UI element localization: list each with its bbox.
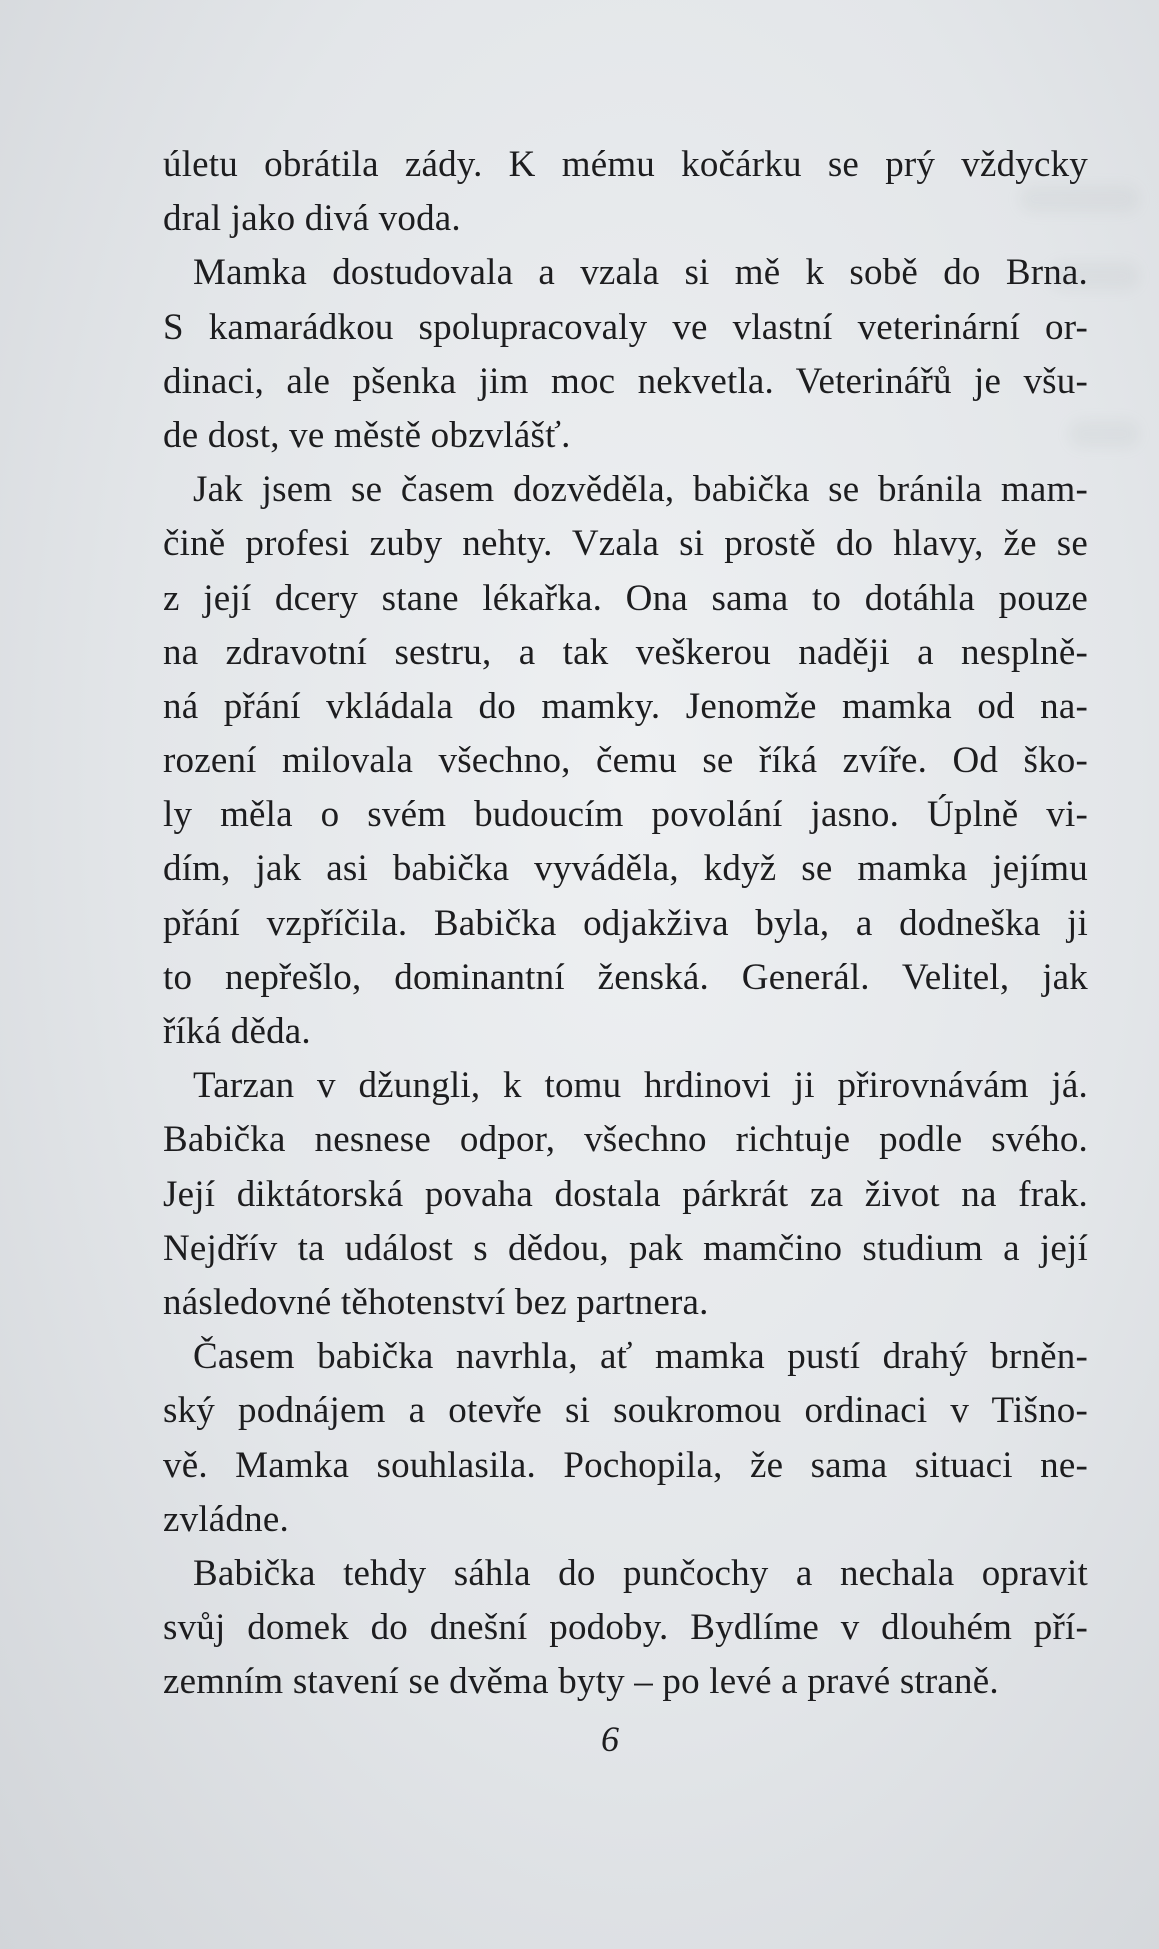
text-line: ly měla o svém budoucím povolání jasno. Úplně vi- — [163, 794, 1088, 836]
page-number: 6 — [601, 1719, 619, 1759]
text-line: úletu obrátila zády. K mému kočárku se prý vždycky — [163, 144, 1088, 185]
text-line: svůj domek do dnešní podoby. Bydlíme v dlouhém pří- — [163, 1607, 1088, 1649]
text-line: Nejdřív ta událost s dědou, pak mamčino studium a její — [163, 1227, 1088, 1269]
text-line: zvládne. — [163, 1498, 289, 1540]
text-line: S kamarádkou spolupracovaly ve vlastní veterinární or- — [163, 306, 1088, 348]
text-line: říká děda. — [163, 1011, 311, 1052]
text-line: z její dcery stane lékařka. Ona sama to dotáhla pouze — [163, 577, 1088, 619]
text-line: ná přání vkládala do mamky. Jenomže mamka od na- — [163, 685, 1088, 727]
text-line: Mamka dostudovala a vzala si mě k sobě do Brna. — [193, 252, 1088, 294]
text-line: přání vzpříčila. Babička odjakživa byla, a dodneška ji — [163, 902, 1088, 944]
text-line: to nepřešlo, dominantní ženská. Generál. Velitel, jak — [163, 956, 1088, 998]
text-line: rození milovala všechno, čemu se říká zvíře. Od ško- — [163, 740, 1088, 782]
text-line: na zdravotní sestru, a tak veškerou naději a nesplně- — [163, 631, 1088, 673]
body-text — [163, 138, 1088, 1709]
text-line: dral jako divá voda. — [163, 198, 461, 240]
text-line: Její diktátorská povaha dostala párkrát za život na frak. — [163, 1173, 1088, 1215]
text-line: Časem babička navrhla, ať mamka pustí drahý brněn- — [193, 1336, 1088, 1378]
text-line: čině profesi zuby nehty. Vzala si prostě do hlavy, že se — [163, 523, 1088, 565]
text-line: dím, jak asi babička vyváděla, když se mamka jejímu — [163, 848, 1088, 890]
text-line: zemním stavení se dvěma byty – po levé a pravé straně. — [163, 1661, 999, 1703]
text-line: ský podnájem a otevře si soukromou ordinaci v Tišno- — [163, 1390, 1088, 1432]
text-line: dinaci, ale pšenka jim moc nekvetla. Veterinářů je všu- — [163, 360, 1088, 402]
text-line: Babička nesnese odpor, všechno richtuje podle svého. — [163, 1119, 1088, 1161]
text-line: následovné těhotenství bez partnera. — [163, 1281, 709, 1323]
text-line: de dost, ve městě obzvlášť. — [163, 414, 571, 456]
text-line: Jak jsem se časem dozvěděla, babička se bránila mam- — [193, 469, 1088, 511]
text-line: Babička tehdy sáhla do punčochy a nechala opravit — [193, 1552, 1088, 1594]
text-line: Tarzan v džungli, k tomu hrdinovi ji přirovnávám já. — [193, 1065, 1088, 1107]
text-line: vě. Mamka souhlasila. Pochopila, že sama situaci ne- — [163, 1444, 1088, 1486]
